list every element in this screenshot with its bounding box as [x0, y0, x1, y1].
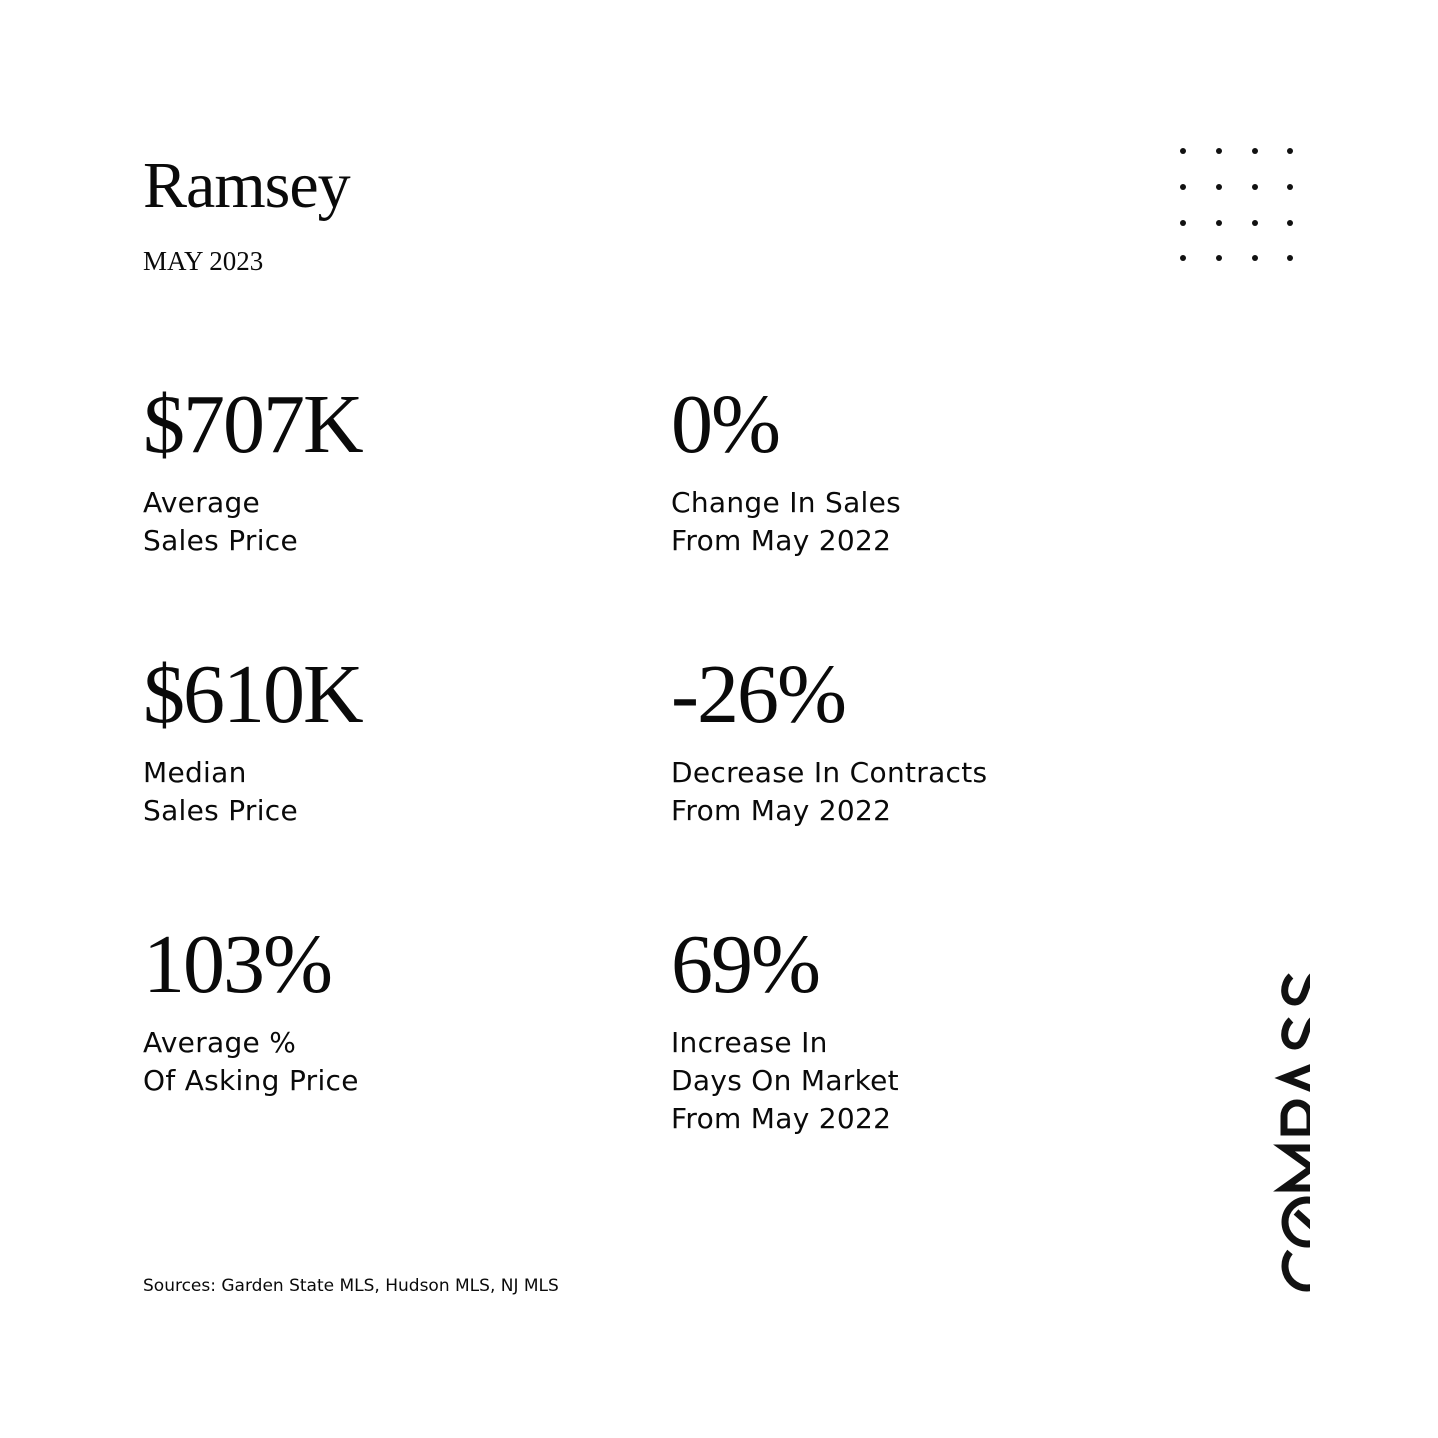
stat-label-line: Sales Price [143, 524, 299, 557]
stat-change-in-sales [671, 380, 1091, 560]
stat-label-line: Sales Price [143, 794, 299, 827]
stat-label [143, 484, 563, 560]
stat-label [671, 484, 1091, 560]
stat-label [671, 1024, 1091, 1138]
stat-value: $610K [143, 648, 362, 741]
stat-label [671, 754, 1091, 830]
stat-label [143, 1024, 563, 1100]
sources-footnote: Sources: Garden State MLS, Hudson MLS, NJ MLS [143, 1276, 559, 1296]
stat-label-line: Average [143, 486, 261, 519]
stat-average-sales-price [143, 380, 563, 560]
page-title: Ramsey [143, 149, 350, 222]
stat-label-line: From May 2022 [671, 524, 892, 557]
stat-value: -26% [671, 648, 845, 741]
compass-logo [1200, 940, 1310, 1310]
report-period: MAY 2023 [143, 246, 264, 276]
stat-label-line: Days On Market [671, 1064, 899, 1097]
stat-days-on-market [671, 920, 1091, 1138]
stat-label-line: Median [143, 756, 247, 789]
stat-value: 103% [143, 918, 331, 1011]
stat-label-line: Change In Sales [671, 486, 902, 519]
stat-value: $707K [143, 378, 362, 471]
stat-label-line: From May 2022 [671, 1102, 892, 1135]
stat-value: 69% [671, 918, 819, 1011]
stat-value: 0% [671, 378, 779, 471]
stat-label-line: Of Asking Price [143, 1064, 359, 1097]
stat-label-line: From May 2022 [671, 794, 892, 827]
stat-label-line: Increase In [671, 1026, 828, 1059]
stat-label [143, 754, 563, 830]
stat-average-of-asking-price [143, 920, 563, 1100]
dot-grid-decoration [1170, 140, 1310, 270]
stat-label-line: Decrease In Contracts [671, 756, 988, 789]
stat-label-line: Average % [143, 1026, 297, 1059]
stat-decrease-in-contracts [671, 650, 1091, 830]
stat-median-sales-price [143, 650, 563, 830]
